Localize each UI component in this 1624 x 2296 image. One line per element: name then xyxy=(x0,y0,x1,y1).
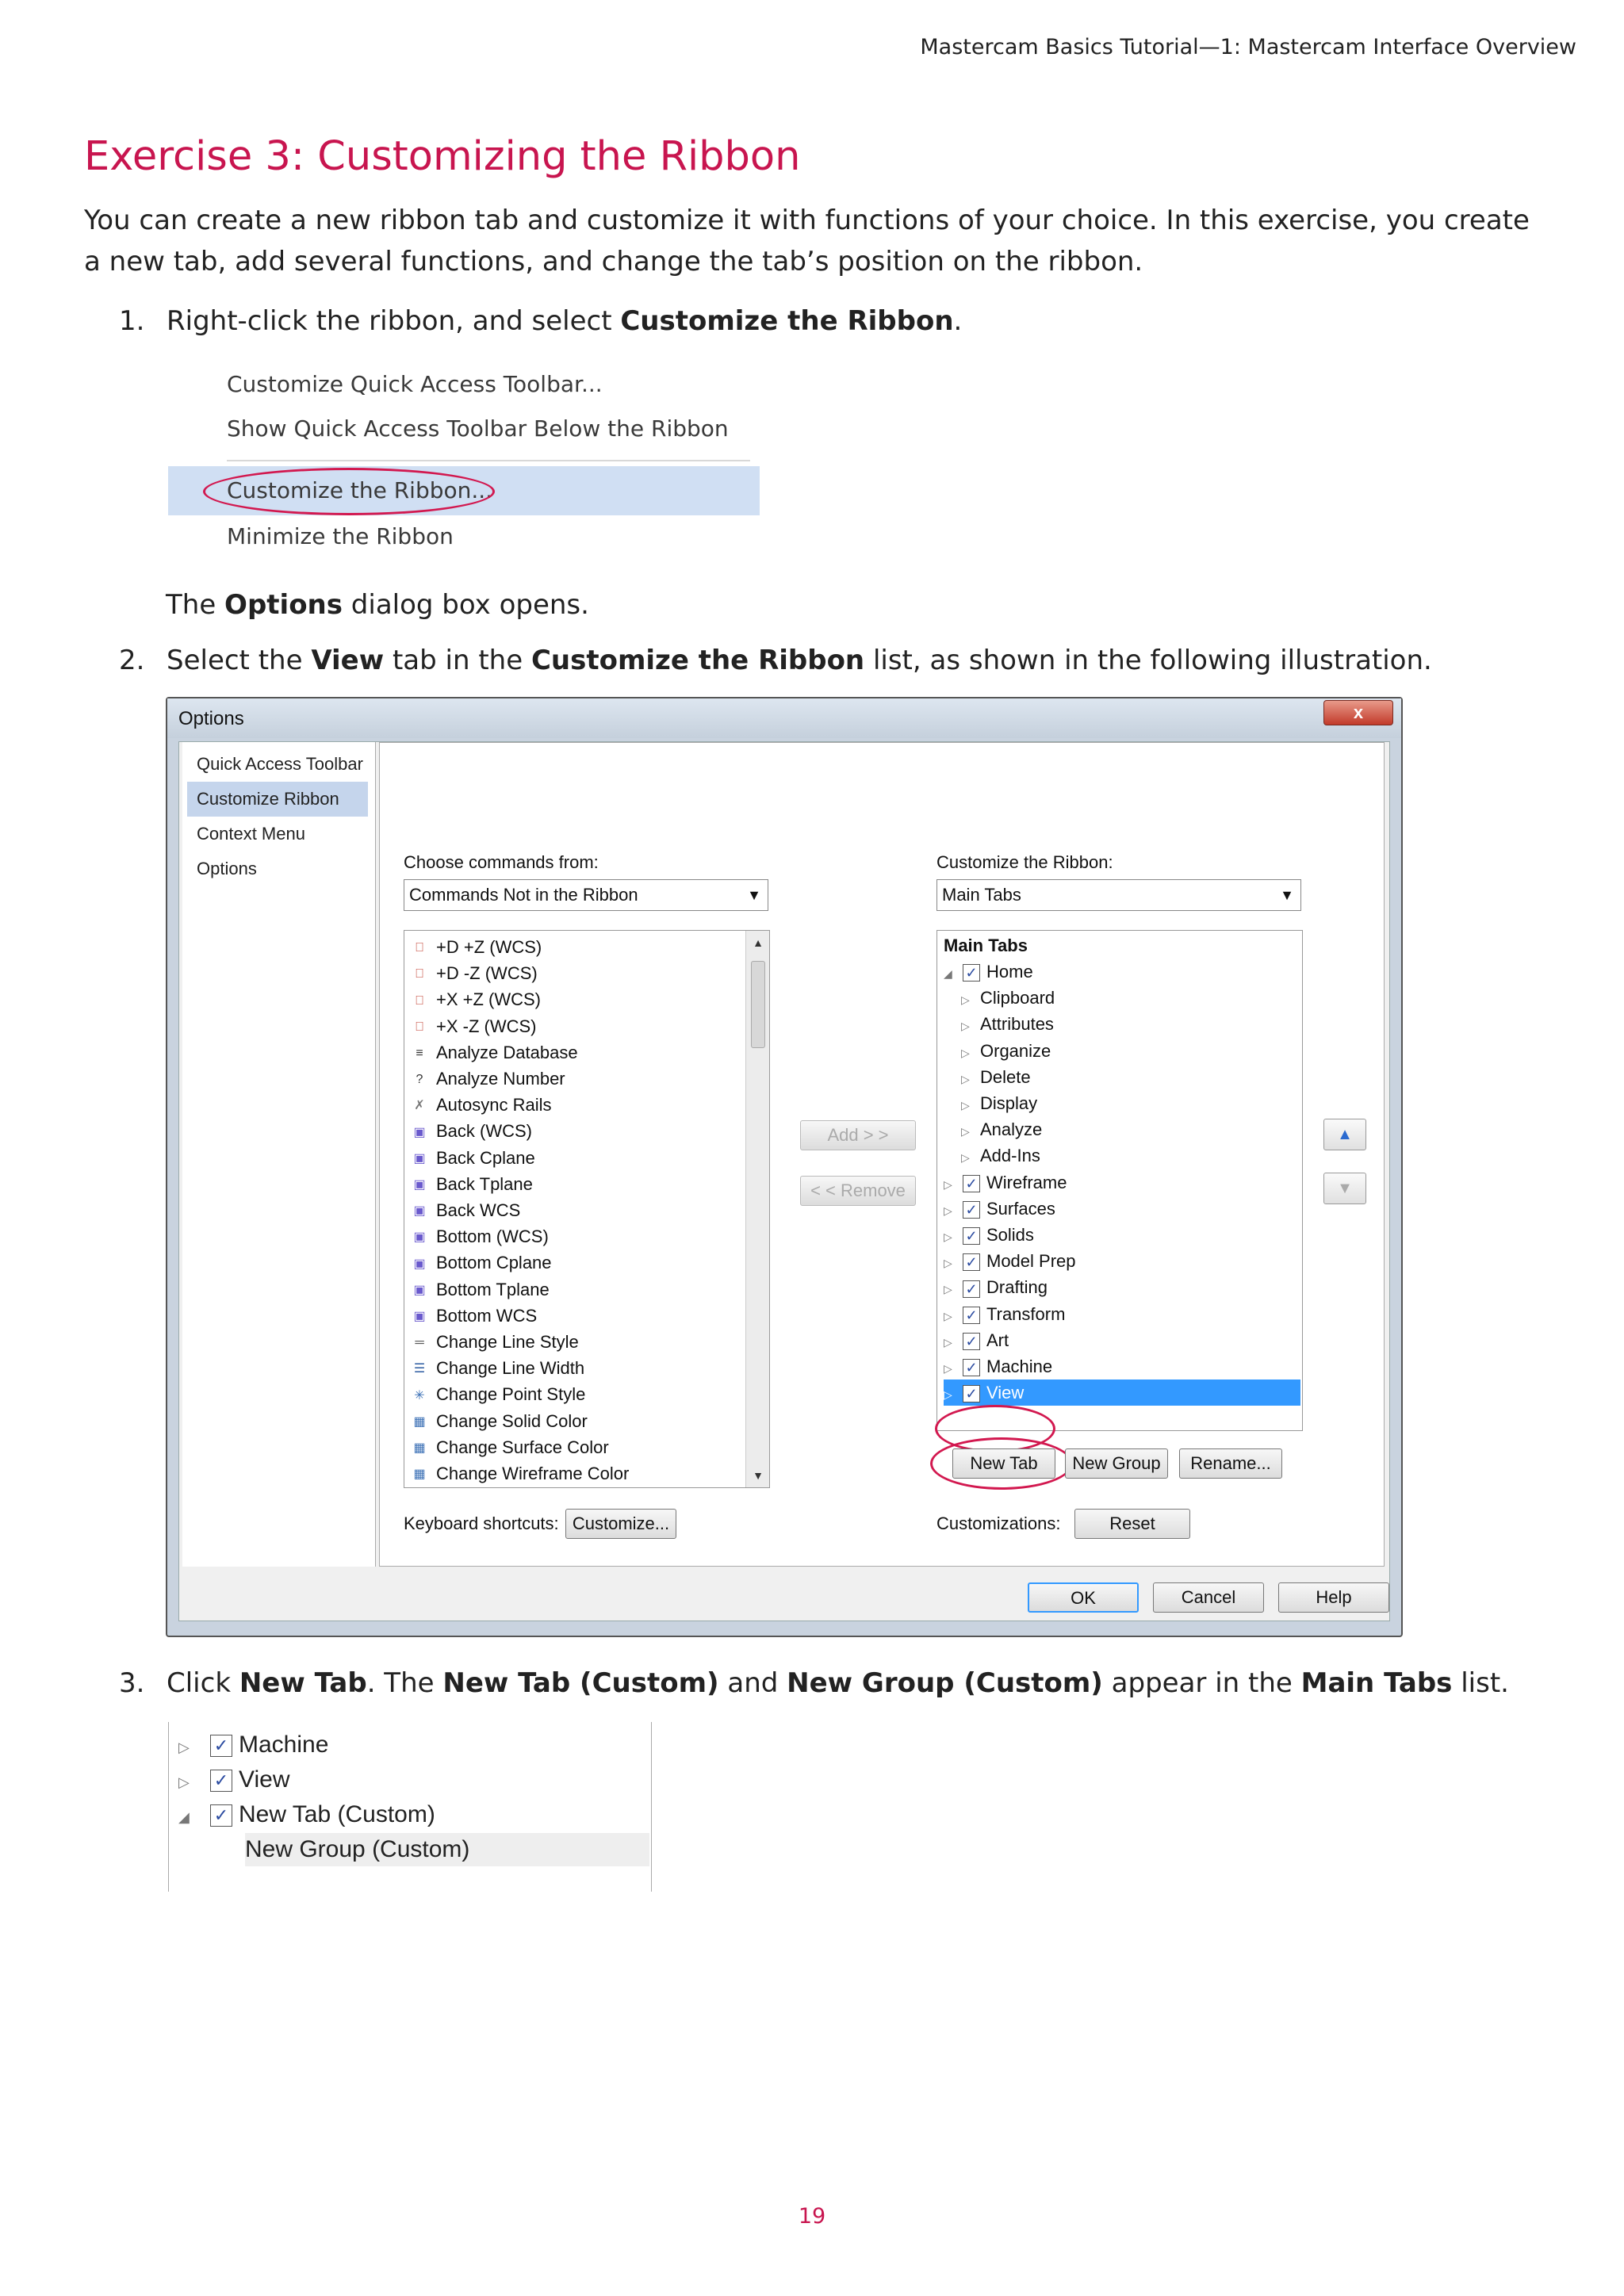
tree-item-new-tab-custom-[interactable]: ◢ ✓ New Tab (Custom) xyxy=(178,1798,435,1831)
cube-icon: ▣ xyxy=(413,1177,426,1192)
collapsed-arrow-icon[interactable]: ▷ xyxy=(944,1230,952,1243)
wcs-icon: ⎕ xyxy=(416,993,423,1008)
collapsed-arrow-icon[interactable]: ▷ xyxy=(178,1739,190,1755)
command-list-item[interactable]: ▦ Change Surface Color xyxy=(409,1434,609,1460)
checkbox-checked-icon[interactable]: ✓ xyxy=(963,1175,980,1192)
checkbox-checked-icon[interactable]: ✓ xyxy=(963,1227,980,1245)
tree-item-machine[interactable]: ▷ ✓ Machine xyxy=(944,1353,1052,1380)
collapsed-arrow-icon[interactable]: ▷ xyxy=(961,1046,970,1059)
scroll-thumb[interactable] xyxy=(751,961,765,1048)
tree-item-organize[interactable]: ▷ Organize xyxy=(961,1038,1051,1064)
nav-item-options[interactable]: Options xyxy=(197,859,257,878)
chevron-down-icon: ▼ xyxy=(747,887,761,903)
move-down-icon[interactable]: ▼ xyxy=(1323,1173,1366,1204)
command-list-item[interactable]: ☰ Change Line Width xyxy=(409,1355,584,1381)
context-menu-item[interactable]: Show Quick Access Toolbar Below the Ribbon xyxy=(227,415,729,442)
red-circle-annotation xyxy=(203,468,495,515)
scrollbar[interactable] xyxy=(745,931,769,1487)
choose-commands-select[interactable]: Commands Not in the Ribbon ▼ xyxy=(404,879,768,911)
command-list-item[interactable]: ▣ Bottom (WCS) xyxy=(409,1223,549,1249)
collapsed-arrow-icon[interactable]: ▷ xyxy=(944,1203,952,1217)
tree-item-art[interactable]: ▷ ✓ Art xyxy=(944,1327,1009,1353)
line-width-icon: ☰ xyxy=(413,1362,426,1376)
ok-button[interactable]: OK xyxy=(1028,1582,1139,1613)
step-1: 1. Right-click the ribbon, and select Customize the Ribbon. xyxy=(119,305,963,337)
tree-item-attributes[interactable]: ▷ Attributes xyxy=(961,1011,1054,1037)
scroll-up-icon[interactable]: ▲ xyxy=(753,936,764,949)
checkbox-checked-icon[interactable]: ✓ xyxy=(963,1201,980,1219)
tree-item-model-prep[interactable]: ▷ ✓ Model Prep xyxy=(944,1248,1076,1274)
options-nav xyxy=(182,742,376,1567)
command-list-item[interactable]: ▦ Change Wireframe Color xyxy=(409,1460,629,1487)
commands-list[interactable] xyxy=(404,930,770,1488)
cube-icon: ▣ xyxy=(413,1230,426,1245)
customizations-label: Customizations: xyxy=(936,1513,1061,1533)
options-opens-text: The Options dialog box opens. xyxy=(166,589,589,621)
cancel-button[interactable]: Cancel xyxy=(1153,1582,1264,1613)
customize-shortcuts-button[interactable]: Customize... xyxy=(565,1509,676,1539)
nav-item-context-menu[interactable]: Context Menu xyxy=(197,824,305,844)
command-list-item[interactable]: ✗ Autosync Rails xyxy=(409,1092,552,1118)
collapsed-arrow-icon[interactable]: ▷ xyxy=(944,1283,952,1296)
wcs-icon: ⎕ xyxy=(416,967,423,982)
line-style-icon: ═ xyxy=(415,1336,424,1350)
collapsed-arrow-icon[interactable]: ▷ xyxy=(178,1774,190,1790)
point-style-icon: ✳ xyxy=(414,1388,425,1402)
command-list-item[interactable]: ≡ Analyze Database xyxy=(409,1039,578,1066)
command-list-item[interactable]: ⎕ +D -Z (WCS) xyxy=(409,960,538,986)
customize-ribbon-menu-item[interactable]: Customize the Ribbon... xyxy=(227,477,493,503)
tree-item-delete[interactable]: ▷ Delete xyxy=(961,1064,1031,1090)
add-button[interactable]: Add > > xyxy=(800,1120,916,1150)
ribbon-tree[interactable] xyxy=(936,930,1303,1431)
nav-item-quick-access-toolbar[interactable]: Quick Access Toolbar xyxy=(197,754,363,774)
dialog-titlebar xyxy=(167,698,1401,738)
tree-item-wireframe[interactable]: ▷ ✓ Wireframe xyxy=(944,1169,1067,1196)
context-menu-item[interactable]: Minimize the Ribbon xyxy=(227,523,454,549)
expanded-arrow-icon[interactable]: ◢ xyxy=(178,1809,190,1825)
checkbox-checked-icon[interactable]: ✓ xyxy=(963,1359,980,1376)
checkbox-checked-icon[interactable]: ✓ xyxy=(210,1735,232,1757)
new-group-button[interactable]: New Group xyxy=(1065,1448,1168,1479)
page-header: Mastercam Basics Tutorial—1: Mastercam Interface Overview xyxy=(920,35,1576,59)
tree-item-solids[interactable]: ▷ ✓ Solids xyxy=(944,1222,1034,1248)
checkbox-checked-icon[interactable]: ✓ xyxy=(210,1770,232,1792)
customize-ribbon-label: Customize the Ribbon: xyxy=(936,852,1113,872)
options-dialog xyxy=(166,697,1403,1637)
cube-icon: ▣ xyxy=(413,1204,426,1219)
remove-button[interactable]: < < Remove xyxy=(800,1176,916,1206)
red-circle-annotation xyxy=(930,1437,1073,1490)
step-2: 2. Select the View tab in the Customize the Ribbon list, as shown in the following illustration. xyxy=(119,645,1432,676)
tree-item-surfaces[interactable]: ▷ ✓ Surfaces xyxy=(944,1196,1055,1222)
nav-item-customize-ribbon[interactable]: Customize Ribbon xyxy=(187,782,368,817)
cube-icon: ▣ xyxy=(413,1257,426,1271)
checkbox-checked-icon[interactable]: ✓ xyxy=(963,1253,980,1271)
collapsed-arrow-icon[interactable]: ▷ xyxy=(944,1309,952,1322)
expanded-arrow-icon[interactable]: ◢ xyxy=(944,967,952,980)
customize-ribbon-select[interactable]: Main Tabs ▼ xyxy=(936,879,1301,911)
command-list-item[interactable]: ✳ Change Point Style xyxy=(409,1381,585,1407)
command-list-item[interactable]: ═ Change Line Style xyxy=(409,1329,579,1355)
command-list-item[interactable]: ▣ Bottom WCS xyxy=(409,1303,537,1329)
context-menu-item[interactable]: Customize Quick Access Toolbar... xyxy=(227,371,603,397)
wcs-icon: ⎕ xyxy=(416,941,423,955)
number-icon: ? xyxy=(416,1073,423,1087)
collapsed-arrow-icon[interactable]: ▷ xyxy=(961,1099,970,1112)
command-list-item[interactable]: ▣ Back Tplane xyxy=(409,1171,533,1197)
close-button[interactable]: x xyxy=(1323,700,1393,725)
menu-separator xyxy=(227,460,750,461)
reset-button[interactable]: Reset xyxy=(1074,1509,1190,1539)
page-number: 19 xyxy=(798,2204,826,2229)
wcs-icon: ⎕ xyxy=(416,1020,423,1034)
collapsed-arrow-icon[interactable]: ▷ xyxy=(961,1151,970,1165)
choose-commands-label: Choose commands from: xyxy=(404,852,599,872)
tree-item-view[interactable]: ▷ ✓ View xyxy=(178,1763,289,1797)
collapsed-arrow-icon[interactable]: ▷ xyxy=(944,1257,952,1270)
collapsed-arrow-icon[interactable]: ▷ xyxy=(944,1362,952,1375)
keyboard-shortcuts-label: Keyboard shortcuts: xyxy=(404,1513,559,1533)
tree-item-drafting[interactable]: ▷ ✓ Drafting xyxy=(944,1274,1048,1300)
move-up-icon[interactable]: ▲ xyxy=(1323,1119,1366,1150)
tree-item-view[interactable]: ▷ ✓ View xyxy=(944,1380,1300,1406)
checkbox-checked-icon[interactable]: ✓ xyxy=(963,1280,980,1298)
collapsed-arrow-icon[interactable]: ▷ xyxy=(961,1072,970,1085)
collapsed-arrow-icon[interactable]: ▷ xyxy=(944,1335,952,1349)
cube-icon: ▣ xyxy=(413,1151,426,1165)
command-list-item[interactable]: ⎕ +X -Z (WCS) xyxy=(409,1013,537,1039)
command-list-item[interactable]: ▣ Bottom Tplane xyxy=(409,1276,550,1303)
tree-item-new-group-custom-[interactable]: New Group (Custom) xyxy=(245,1833,649,1866)
main-tabs-snippet xyxy=(168,1722,652,1892)
cube-icon: ▣ xyxy=(413,1125,426,1139)
tree-item-transform[interactable]: ▷ ✓ Transform xyxy=(944,1301,1065,1327)
checkbox-checked-icon[interactable]: ✓ xyxy=(963,1385,980,1402)
database-icon: ≡ xyxy=(416,1046,423,1060)
chevron-down-icon: ▼ xyxy=(1280,887,1294,903)
color-icon: ▦ xyxy=(413,1468,426,1482)
help-button[interactable]: Help xyxy=(1278,1582,1389,1613)
command-list-item[interactable]: ▦ Change Solid Color xyxy=(409,1408,588,1434)
customize-ribbon-panel xyxy=(379,742,1385,1567)
tree-item-machine[interactable]: ▷ ✓ Machine xyxy=(178,1728,328,1762)
command-list-item[interactable]: ? Analyze Number xyxy=(409,1066,565,1092)
collapsed-arrow-icon[interactable]: ▷ xyxy=(961,1125,970,1138)
intro-paragraph: You can create a new ribbon tab and customize it with functions of your choice. In this exercise, you create a new tab, add several functions, and change the tab’s position on the ribbon. xyxy=(84,205,1530,277)
tree-item-clipboard[interactable]: ▷ Clipboard xyxy=(961,985,1055,1011)
command-list-item[interactable]: ▣ Back (WCS) xyxy=(409,1118,532,1144)
dialog-title: Options xyxy=(178,708,244,729)
new-tab-button[interactable]: New Tab xyxy=(952,1448,1055,1479)
tree-header: Main Tabs xyxy=(944,936,1028,955)
dialog-body xyxy=(178,741,1390,1621)
rails-icon: ✗ xyxy=(414,1099,425,1113)
step-3: 3. Click New Tab. The New Tab (Custom) and New Group (Custom) appear in the Main Tabs list. xyxy=(119,1667,1509,1699)
checkbox-checked-icon[interactable]: ✓ xyxy=(963,1333,980,1350)
collapsed-arrow-icon[interactable]: ▷ xyxy=(961,1020,970,1033)
tree-item-display[interactable]: ▷ Display xyxy=(961,1090,1037,1116)
command-list-item[interactable]: ⎕ +D +Z (WCS) xyxy=(409,934,542,960)
command-list-item[interactable]: ⎕ +X +Z (WCS) xyxy=(409,986,541,1012)
rename-button[interactable]: Rename... xyxy=(1179,1448,1282,1479)
collapsed-arrow-icon[interactable]: ▷ xyxy=(944,1177,952,1191)
checkbox-checked-icon[interactable]: ✓ xyxy=(963,1307,980,1324)
collapsed-arrow-icon[interactable]: ▷ xyxy=(961,993,970,1007)
cube-icon: ▣ xyxy=(413,1309,426,1323)
checkbox-checked-icon[interactable]: ✓ xyxy=(210,1804,232,1827)
collapsed-arrow-icon[interactable]: ▷ xyxy=(944,1388,952,1402)
command-list-item[interactable]: ▣ Bottom Cplane xyxy=(409,1249,552,1276)
cube-icon: ▣ xyxy=(413,1283,426,1297)
page-title: Exercise 3: Customizing the Ribbon xyxy=(84,133,801,180)
tree-item-add-ins[interactable]: ▷ Add-Ins xyxy=(961,1142,1040,1169)
context-menu xyxy=(168,357,763,563)
color-icon: ▦ xyxy=(413,1441,426,1455)
command-list-item[interactable]: ▣ Back WCS xyxy=(409,1197,520,1223)
scroll-down-icon[interactable]: ▼ xyxy=(753,1469,764,1482)
command-list-item[interactable]: ▣ Back Cplane xyxy=(409,1145,535,1171)
color-icon: ▦ xyxy=(413,1414,426,1429)
checkbox-checked-icon[interactable]: ✓ xyxy=(963,964,980,982)
tree-item-analyze[interactable]: ▷ Analyze xyxy=(961,1116,1042,1142)
tree-item-home[interactable]: ◢ ✓ Home xyxy=(944,959,1033,985)
